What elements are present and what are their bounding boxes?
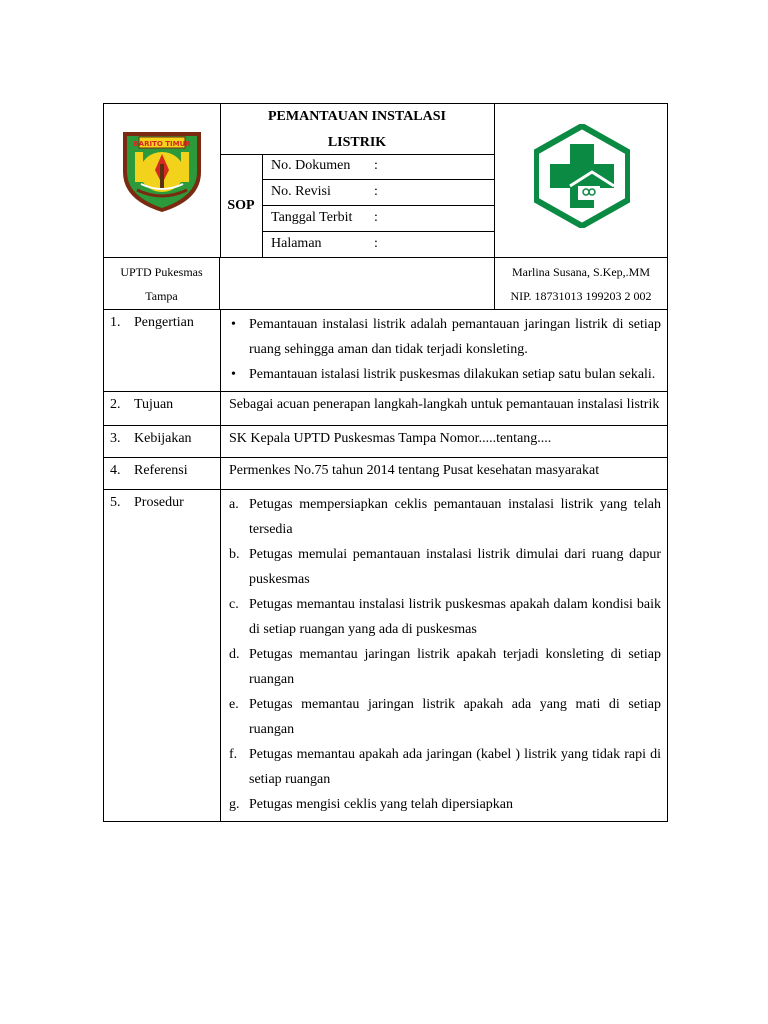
meta-tanggal-terbit: Tanggal Terbit :: [262, 206, 494, 232]
list-item: f. Petugas memantau apakah ada jaringan (kabel ) listrik yang tidak rapi di setiap ruangan: [229, 747, 661, 787]
document-header: [103, 103, 668, 258]
procedure-steps: [229, 490, 661, 821]
svg-text:BARITO TIMUR: BARITO TIMUR: [133, 140, 191, 148]
section-label: 5. Prosedur: [104, 490, 221, 822]
sop-document: [103, 103, 668, 822]
section-content: SK Kepala UPTD Puskesmas Tampa Nomor.....tentang....: [221, 426, 668, 458]
section-label: 1. Pengertian: [104, 310, 221, 392]
issuer-cell: UPTD Pukesmas Tampa: [104, 258, 220, 309]
list-item: c. Petugas memantau instalasi listrik puskesmas apakah dalam kondisi baik di setiap ruangan yang ada di puskesmas: [229, 597, 661, 637]
section-label: 3. Kebijakan: [104, 426, 221, 458]
bullet-list: [229, 310, 661, 391]
list-item: d. Petugas memantau jaringan listrik apakah terjadi konsleting di setiap ruangan: [229, 647, 661, 687]
barito-timur-crest-icon: [117, 124, 207, 214]
signatory-cell: Marlina Susana, S.Kep,.MM NIP. 18731013 199203 2 002: [494, 258, 667, 309]
table-row-prosedur: [104, 490, 668, 822]
puskesmas-logo-icon: [534, 124, 630, 228]
table-row-kebijakan: [104, 426, 668, 458]
list-item: b. Petugas memulai pemantauan instalasi listrik dimulai dari ruang dapur puskesmas: [229, 547, 661, 587]
section-label: 4. Referensi: [104, 458, 221, 490]
section-label: 2. Tujuan: [104, 392, 221, 426]
list-item: a. Petugas mempersiapkan ceklis pemantauan instalasi listrik yang telah tersedia: [229, 497, 661, 537]
table-row-referensi: [104, 458, 668, 490]
list-item: e. Petugas memantau jaringan listrik apakah ada yang mati di setiap ruangan: [229, 697, 661, 737]
meta-no-dokumen: No. Dokumen :: [262, 154, 494, 180]
meta-no-revisi: No. Revisi :: [262, 180, 494, 206]
section-content: [221, 490, 668, 822]
table-row-tujuan: [104, 392, 668, 426]
meta-halaman: Halaman :: [271, 236, 378, 251]
signature-row: [103, 258, 668, 310]
section-content: Sebagai acuan penerapan langkah-langkah untuk pemantauan instalasi listrik: [221, 392, 668, 426]
list-item: • Pemantauan instalasi listrik adalah pemantauan jaringan listrik di setiap ruang sehingga aman dan tidak terjadi konsleting.: [229, 312, 661, 362]
list-item: • Pemantauan istalasi listrik puskesmas dilakukan setiap satu bulan sekali.: [229, 362, 661, 387]
section-content: Permenkes No.75 tahun 2014 tentang Pusat kesehatan masyarakat: [221, 458, 668, 490]
table-row-pengertian: [104, 310, 668, 392]
section-content: [221, 310, 668, 392]
document-title: PEMANTAUAN INSTALASI LISTRIK: [220, 104, 494, 155]
sop-label: SOP: [220, 154, 263, 257]
puskesmas-logo-cell: [494, 104, 668, 257]
sop-content-table: [103, 310, 668, 822]
list-item: g. Petugas mengisi ceklis yang telah dipersiapkan: [229, 797, 513, 812]
regional-logo-cell: [104, 104, 221, 257]
